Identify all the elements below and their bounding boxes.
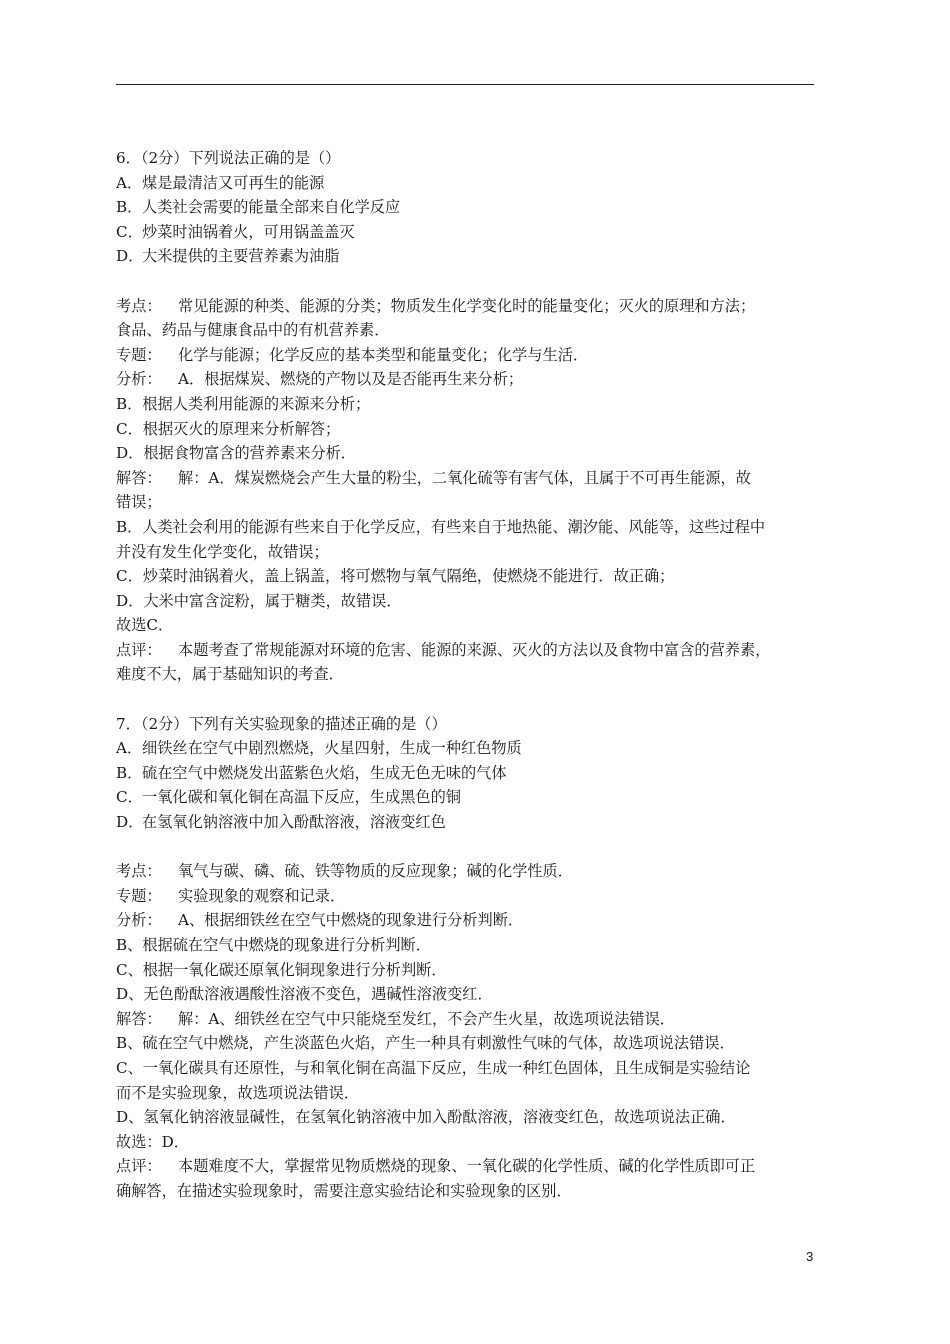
- spacer: [116, 835, 826, 860]
- q6-jieda-6: D．大米中富含淀粉，属于糖类，故错误．: [116, 591, 402, 610]
- section-text: 本题难度不大，掌握常见物质燃烧的现象、一氧化碳的化学性质、碱的化学性质即可正: [178, 1157, 756, 1176]
- section-text: 解：A．煤炭燃烧会产生大量的粉尘，二氧化硫等有害气体，且属于不可再生能源，故: [178, 468, 751, 487]
- q7-jieda-3: C、一氧化碳具有还原性，与和氧化铜在高温下反应，生成一种红色固体，且生成铜是实验结论: [116, 1058, 751, 1077]
- option-key: A．: [116, 173, 143, 192]
- spacer: [116, 269, 826, 294]
- section-text: 常见能源的种类、能源的分类；物质发生化学变化时的能量变化；灭火的原理和方法；: [178, 296, 756, 315]
- q7-option-d[interactable]: [116, 810, 826, 835]
- section-label: 解答：: [116, 1009, 162, 1028]
- page-content: [116, 146, 826, 1204]
- section-label: 点评：: [116, 1157, 162, 1176]
- q6-dianping: [116, 638, 826, 663]
- option-text: 煤是最清洁又可再生的能源: [142, 173, 325, 192]
- section-label: 分析：: [116, 911, 162, 930]
- q6-fenxi-c: C．根据灭火的原理来分析解答；: [116, 419, 341, 438]
- q7-answer: 故选：D．: [116, 1132, 189, 1151]
- q7-fenxi-b: B、根据硫在空气中燃烧的现象进行分析判断．: [116, 936, 431, 954]
- q7-jieda-4: 而不是实验现象，故选项说法错误．: [116, 1083, 359, 1102]
- page-number: 3: [806, 1249, 814, 1264]
- section-label: 考点：: [116, 862, 162, 881]
- q7-kaodian: [116, 859, 826, 884]
- option-text: 硫在空气中燃烧发出蓝紫色火焰，生成无色无味的气体: [142, 763, 507, 782]
- option-text: 在氢氧化钠溶液中加入酚酞溶液，溶液变红色: [142, 813, 446, 832]
- q7-jieda: [116, 1007, 826, 1032]
- q6-jieda-3: B．人类社会利用的能源有些来自于化学反应，有些来自于地热能、潮汐能、风能等，这些过程中: [116, 517, 766, 536]
- section-text: 实验现象的观察和记录．: [178, 886, 346, 905]
- section-text: 氧气与碳、磷、硫、铁等物质的反应现象；碱的化学性质．: [178, 862, 573, 881]
- section-text: 化学与能源；化学反应的基本类型和能量变化；化学与生活．: [178, 345, 589, 364]
- q6-kaodian-cont: 食品、药品与健康食品中的有机营养素．: [116, 321, 390, 340]
- section-label: 分析：: [116, 370, 162, 389]
- q7-jieda-2: B、硫在空气中燃烧，产生淡蓝色火焰，产生一种具有刺激性气味的气体，故选项说法错误．: [116, 1034, 735, 1053]
- q6-option-d[interactable]: [116, 244, 826, 269]
- q6-option-b[interactable]: [116, 195, 826, 220]
- section-label: 专题：: [116, 345, 162, 364]
- q7-fenxi-c: C、根据一氧化碳还原氧化铜现象进行分析判断．: [116, 960, 447, 979]
- option-key: B．: [116, 198, 143, 217]
- q6-zhuanti: [116, 343, 826, 368]
- q6-answer: 故选C．: [116, 616, 174, 635]
- option-key: D．: [116, 813, 144, 832]
- section-text: 本题考查了常规能源对环境的危害、能源的来源、灭火的方法以及食物中富含的营养素，: [178, 640, 771, 659]
- spacer: [116, 687, 826, 712]
- q6-fenxi-b: B．根据人类利用能源的来源来分析；: [116, 394, 371, 413]
- section-label: 专题：: [116, 886, 162, 905]
- q7-stem: 7．（2分）下列有关实验现象的描述正确的是（）: [116, 714, 447, 733]
- option-text: 细铁丝在空气中剧烈燃烧，火星四射，生成一种红色物质: [142, 739, 522, 758]
- q6-stem: 6．（2分）下列说法正确的是（）: [116, 149, 341, 167]
- q6-kaodian: [116, 294, 826, 319]
- q7-dianping-cont: 确解答，在描述实验现象时，需要注意实验结论和实验现象的区别．: [116, 1181, 572, 1200]
- q7-zhuanti: [116, 884, 826, 909]
- q6-jieda-2: 错误；: [116, 493, 162, 512]
- header-rule: [116, 84, 814, 85]
- option-text: 炒菜时油锅着火，可用锅盖盖灭: [142, 222, 355, 241]
- option-key: C．: [116, 222, 143, 241]
- q7-option-a[interactable]: [116, 736, 826, 761]
- q7-dianping: [116, 1154, 826, 1179]
- option-key: D．: [116, 247, 144, 266]
- q7-option-c[interactable]: [116, 785, 826, 810]
- q7-fenxi-d: D、无色酚酞溶液遇酸性溶液不变色，遇碱性溶液变红．: [116, 985, 493, 1004]
- q7-fenxi: [116, 908, 826, 933]
- q6-jieda-5: C．炒菜时油锅着火，盖上锅盖，将可燃物与氧气隔绝，使燃烧不能进行．故正确；: [116, 567, 675, 586]
- q6-option-c[interactable]: [116, 220, 826, 245]
- option-text: 大米提供的主要营养素为油脂: [142, 247, 340, 266]
- q7-option-b[interactable]: [116, 761, 826, 786]
- q6-fenxi: [116, 367, 826, 392]
- section-label: 点评：: [116, 640, 162, 659]
- q6-dianping-cont: 难度不大，属于基础知识的考查．: [116, 665, 344, 684]
- q6-jieda-4: 并没有发生化学变化，故错误；: [116, 542, 329, 561]
- section-text: 解：A、细铁丝在空气中只能烧至发红，不会产生火星，故选项说法错误．: [178, 1009, 675, 1028]
- option-text: 一氧化碳和氧化铜在高温下反应，生成黑色的铜: [142, 788, 461, 807]
- q7-jieda-5: D、氢氧化钠溶液显碱性，在氢氧化钠溶液中加入酚酞溶液，溶液变红色，故选项说法正确．: [116, 1108, 736, 1127]
- section-text: A．根据煤炭、燃烧的产物以及是否能再生来分析；: [178, 370, 524, 389]
- q6-fenxi-d: D．根据食物富含的营养素来分析．: [116, 444, 356, 463]
- section-text: A、根据细铁丝在空气中燃烧的现象进行分析判断．: [178, 911, 524, 930]
- q6-jieda: [116, 466, 826, 491]
- section-label: 考点：: [116, 296, 162, 315]
- option-text: 人类社会需要的能量全部来自化学反应: [142, 198, 401, 217]
- section-label: 解答：: [116, 468, 162, 487]
- option-key: A．: [116, 739, 143, 758]
- option-key: B．: [116, 763, 143, 782]
- q6-option-a[interactable]: [116, 171, 826, 196]
- option-key: C．: [116, 788, 143, 807]
